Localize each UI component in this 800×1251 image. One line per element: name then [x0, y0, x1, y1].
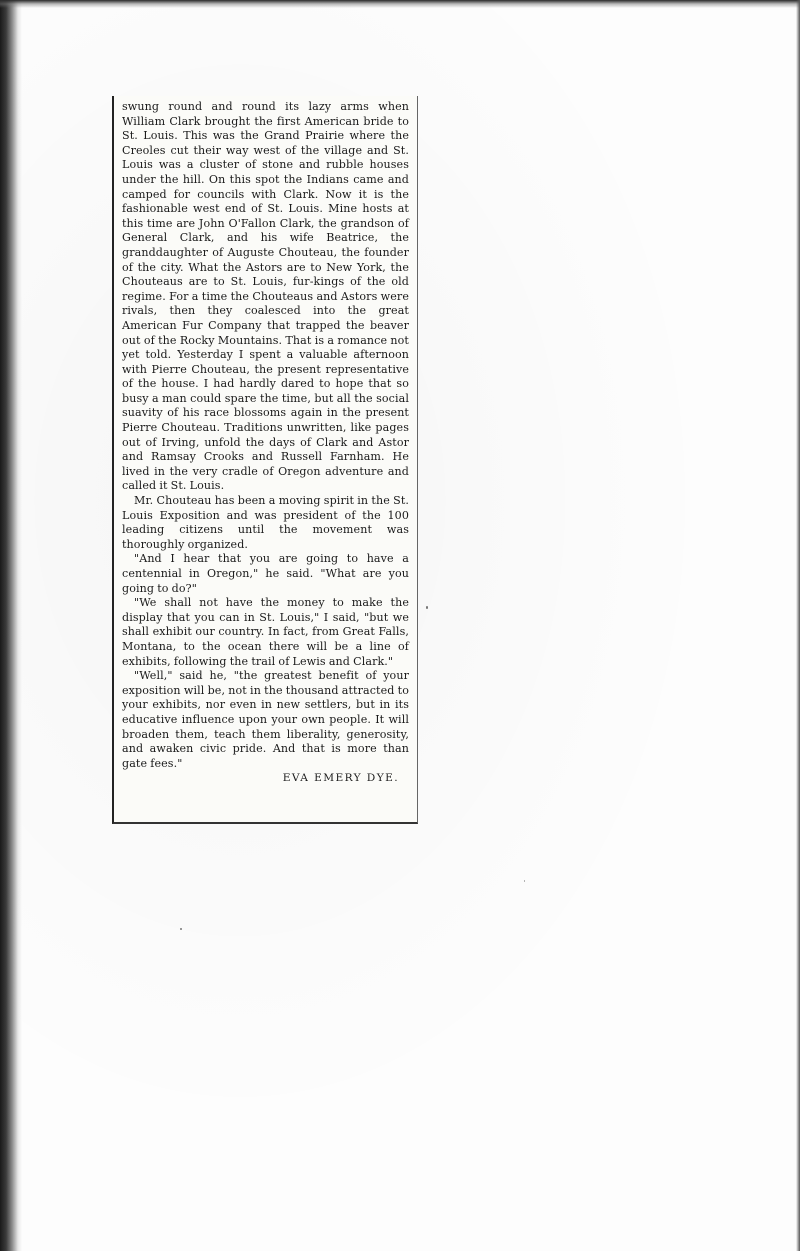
scan-shadow-top: [0, 0, 800, 8]
clipping-paragraph: swung round and round its lazy arms when William Clark brought the first American bride to St. Louis. This was the Grand Prairie where the Creoles cut their way west of the village and St. Louis was a cluster of stone and rubble houses under the hill. On this spot the Indians came and camped for councils with Clark. Now it is the fashionable west end of St. Louis. Mine hosts at this time are John O'Fallon Clark, the grandson of General Clark, and his wife Beatrice, the granddaughter of Auguste Chouteau, the founder of the city. What the Astors are to New York, the Chouteaus are to St. Louis, fur-kings of the old regime. For a time the Chouteaus and Astors were rivals, then they coalesced into the great American Fur Company that trapped the beaver out of the Rocky Mountains. That is a romance not yet told. Yesterday I spent a valuable afternoon with Pierre Chouteau, the present representative of the house. I had hardly dared to hope that so busy a man could spare the time, but all the social suavity of his race blossoms again in the present Pierre Chouteau. Traditions unwritten, like pages out of Irving, unfold the days of Clark and Astor and Ramsay Crooks and Russell Farnham. He lived in the very cradle of Oregon adventure and called it St. Louis.: [122, 100, 409, 493]
clipping-paragraph: "And I hear that you are going to have a centennial in Oregon," he said. "What are you going to do?": [122, 552, 409, 595]
scan-speck: [180, 928, 182, 930]
scan-shadow-left: [0, 0, 22, 1251]
clipping-paragraph: "We shall not have the money to make the display that you can in St. Louis," I said, "but we shall exhibit our country. In fact, from Great Falls, Montana, to the ocean there will be a line of exhibits, following the trail of Lewis and Clark.": [122, 596, 409, 668]
author-byline: EVA EMERY DYE.: [282, 772, 399, 785]
scan-speck: [426, 606, 428, 609]
scan-speck: [524, 880, 525, 882]
clipping-paragraph: Mr. Chouteau has been a moving spirit in the St. Louis Exposition and was president of the 100 leading citizens until the movement was thoroughly organized.: [122, 494, 409, 551]
clipping-paragraph: "Well," said he, "the greatest benefit of your exposition will be, not in the thousand attracted to your exhibits, nor even in new settlers, but in its educative influence upon your own people. It will broaden them, teach them liberality, generosity, and awaken civic pride. And that is more than gate fees.": [122, 669, 409, 770]
scan-shadow-right: [796, 0, 800, 1251]
newspaper-clipping: [112, 96, 418, 824]
